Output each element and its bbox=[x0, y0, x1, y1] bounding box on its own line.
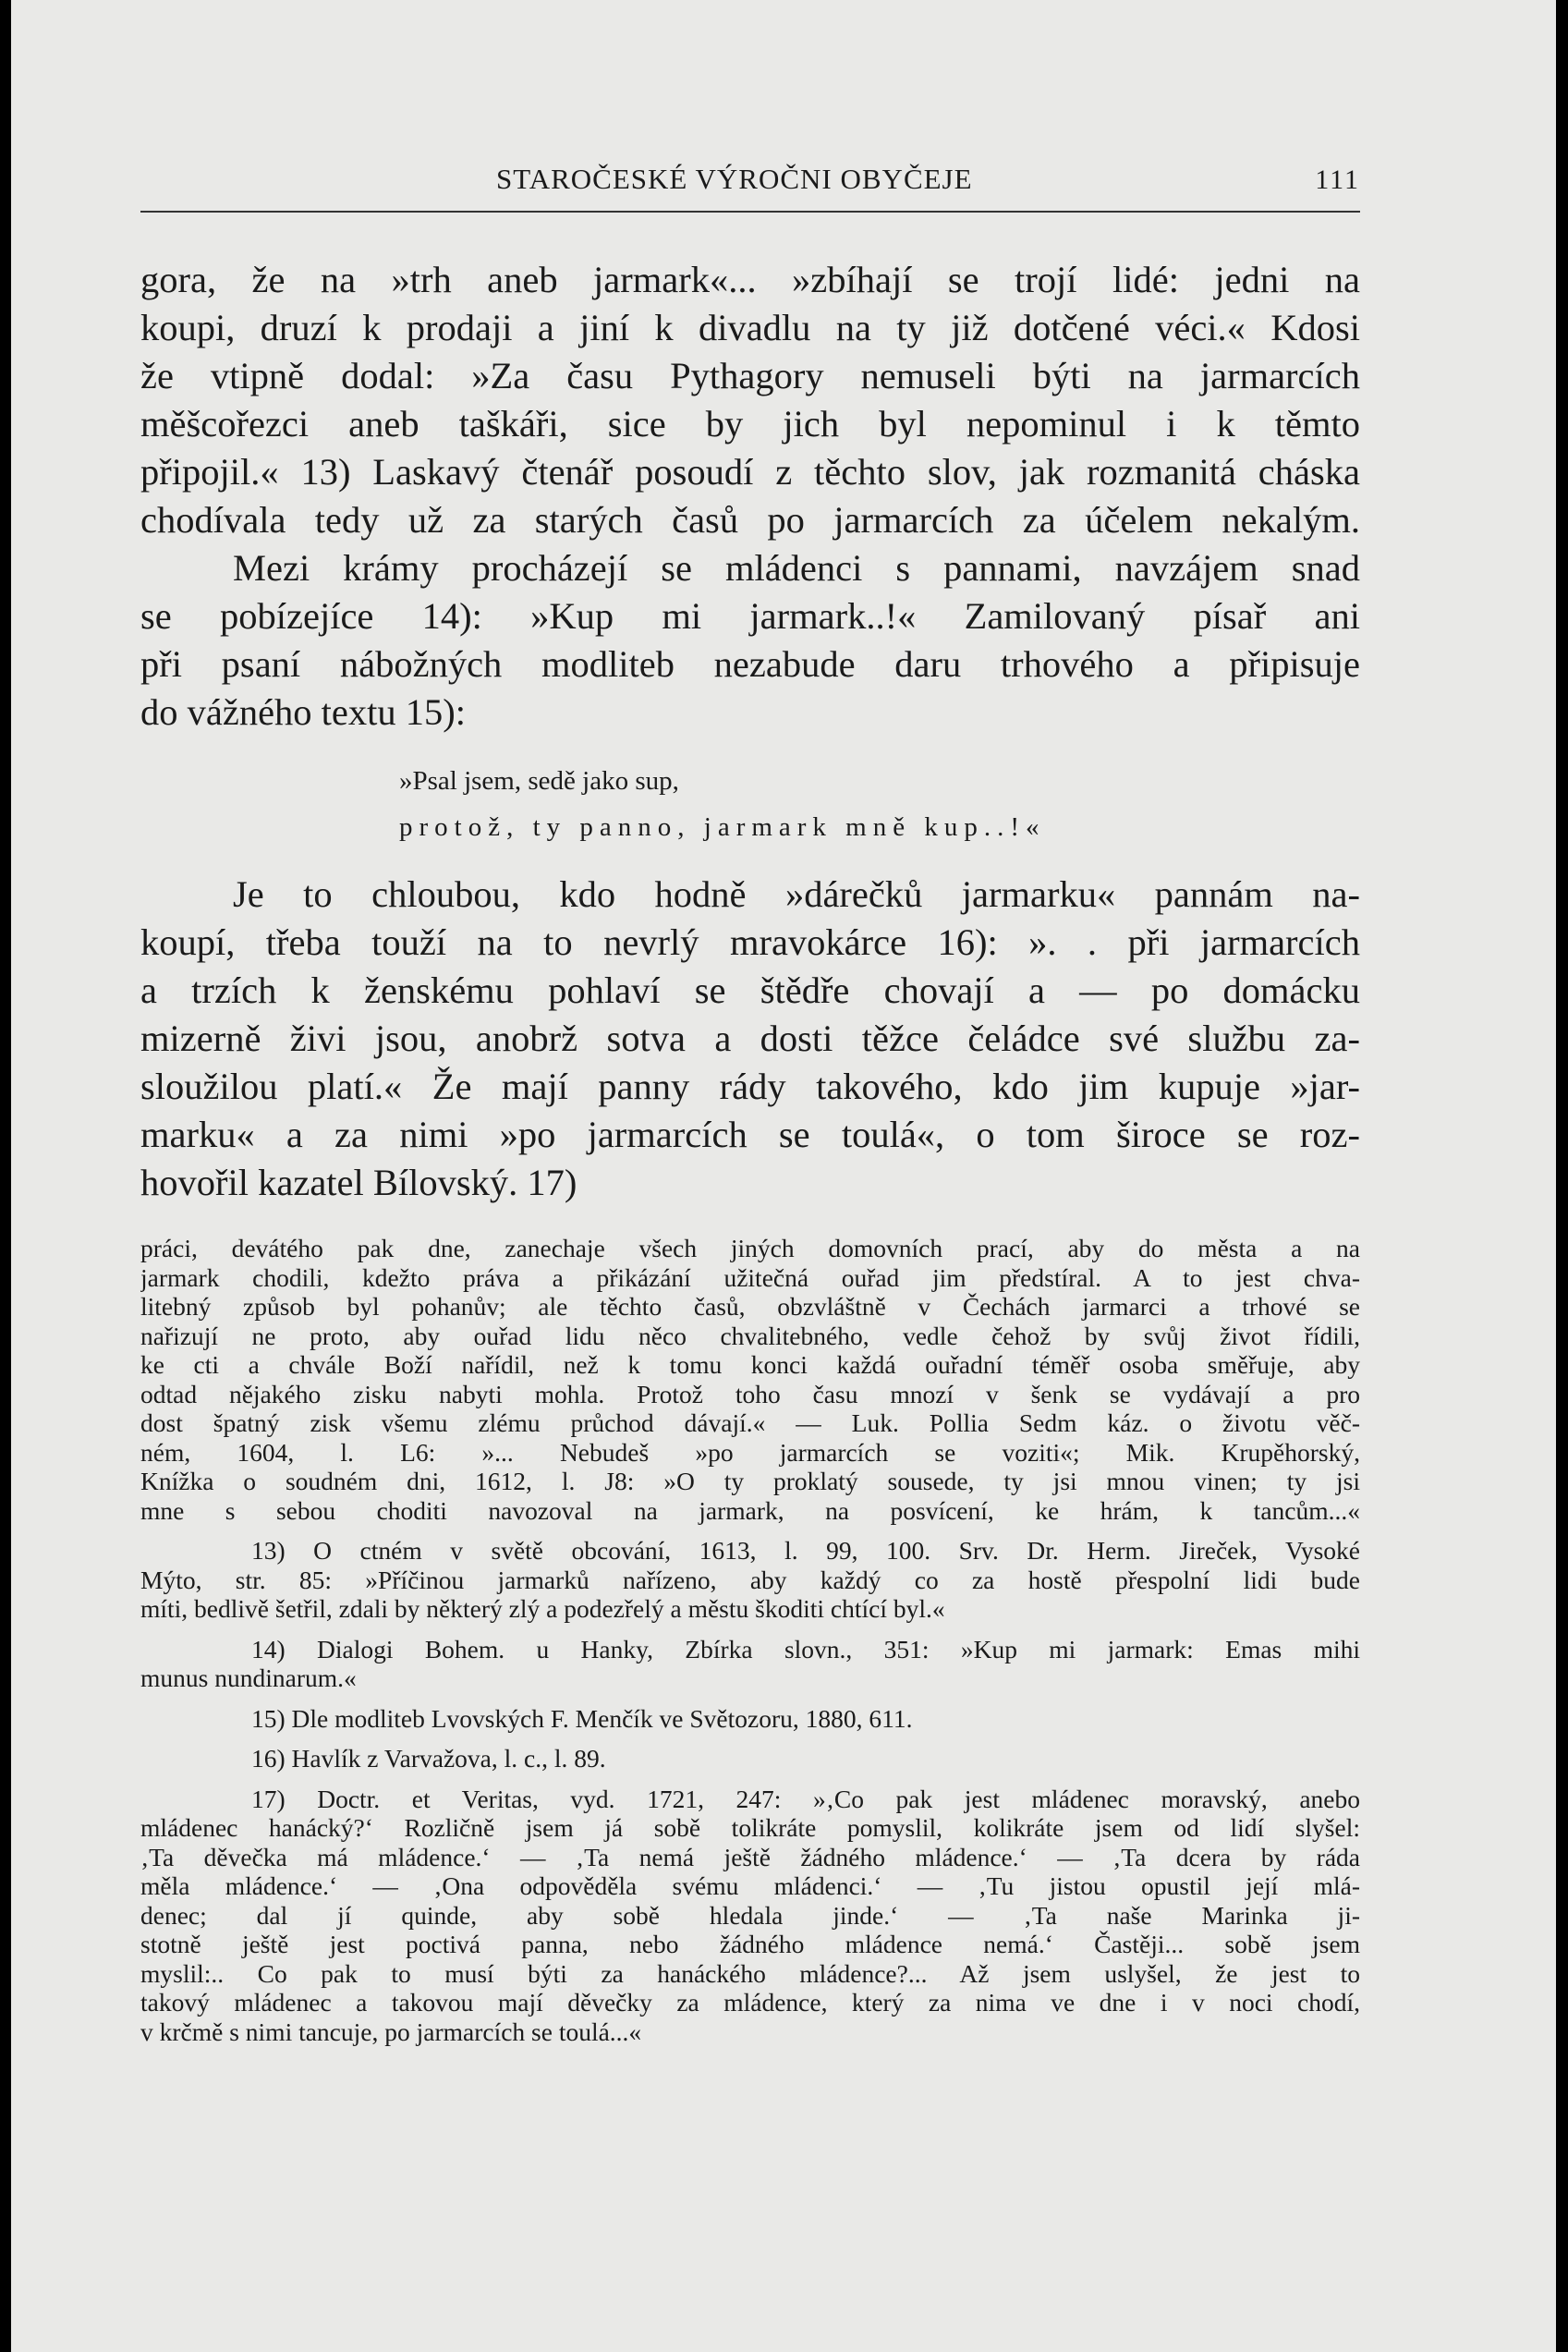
footnote-line: nařizují ne proto, aby ouřad lidu něco chvalitebného, vedle čehož by svůj život řídili, bbox=[140, 1321, 1360, 1350]
verse-line: »Psal jsem, sedě jako sup, bbox=[399, 766, 679, 796]
footnote-line: v krčmě s nimi tancuje, po jarmarcích se toulá...« bbox=[140, 2017, 642, 2046]
footnote-14: 14) Dialogi Bohem. u Hanky, Zbírka slovn., 351: »Kup mi jarmark: Emas mihi bbox=[251, 1634, 1360, 1663]
verse-quote bbox=[399, 758, 1175, 850]
footnote-17: 17) Doctr. et Veritas, vyd. 1721, 247: »‚Co pak jest mládenec moravský, anebo bbox=[251, 1784, 1360, 1813]
footnote-line: munus nundinarum.« bbox=[140, 1663, 357, 1692]
running-title: STAROČESKÉ VÝROČNI OBYČEJE bbox=[496, 163, 973, 195]
book-page bbox=[11, 0, 1556, 2352]
footnote-16: 16) Havlík z Varvažova, l. c., l. 89. bbox=[251, 1744, 606, 1773]
text-line: do vážného textu 15): bbox=[140, 691, 467, 733]
footnote-line: takový mládenec a takovou mají děvečky za mládence, který za nima ve dne i v noci chodí, bbox=[140, 1988, 1360, 2017]
text-line: hovořil kazatel Bílovský. 17) bbox=[140, 1162, 577, 1203]
footnote-line: mne s sebou choditi navozoval na jarmark, na posvícení, ke hrám, k tancům...« bbox=[140, 1495, 1360, 1525]
text-line: koupí, třeba touží na to nevrlý mravokárce 16): ». . při jarmarcích bbox=[140, 921, 1360, 963]
footnote-line: mládenec hanácký?‘ Rozličně jsem já sobě tolikráte pomyslil, kolikráte jsem od lidí slyšel: bbox=[140, 1813, 1360, 1842]
footnote-line: myslil:.. Co pak to musí býti za hanáckého mládence?... Až jsem uslyšel, že jest to bbox=[140, 1958, 1360, 1988]
footnote-line: měla mládence.‘ — ‚Ona odpověděla svému mládenci.‘ — ‚Tu jistou opustil její mlá- bbox=[140, 1871, 1360, 1900]
footnote-line: jarmark chodili, kdežto práva a přikázání užitečná ouřad jim předstíral. A to jest chva- bbox=[140, 1262, 1360, 1292]
footnote-line: ke cti a chvále Boží nařídil, než k tomu konci každá ouřadní téměř osoba směřuje, aby bbox=[140, 1350, 1360, 1379]
page-number: 111 bbox=[1315, 165, 1360, 195]
text-line: připojil.« 13) Laskavý čtenář posoudí z těchto slov, jak rozmanitá cháska bbox=[140, 451, 1360, 493]
footnote-line: litebný způsob byl pohanův; ale těchto časů, obzvláštně v Čechách jarmarci a trhové se bbox=[140, 1292, 1360, 1321]
text-line: při psaní nábožných modliteb nezabude daru trhového a připisuje bbox=[140, 643, 1360, 685]
footnote-line: Knížka o soudném dni, 1612, l. J8: »O ty proklatý sousede, ty jsi mnou vinen; ty jsi bbox=[140, 1467, 1360, 1495]
text-line: se pobízejíce 14): »Kup mi jarmark..!« Zamilovaný písař ani bbox=[140, 595, 1360, 637]
text-line: sloužilou platí.« Že mají panny rády takového, kdo jim kupuje »jar- bbox=[140, 1066, 1360, 1107]
paragraph-2 bbox=[140, 871, 1360, 1207]
text-line: Mezi krámy procházejí se mládenci s pannami, navzájem snad bbox=[233, 547, 1360, 589]
text-line: a trzích k ženskému pohlaví se štědře chovají a — po domácku bbox=[140, 969, 1360, 1011]
verse-line: protož, ty panno, jarmark mně kup..!« bbox=[399, 812, 1046, 842]
text-line: že vtipně dodal: »Za času Pythagory nemuseli býti na jarmarcích bbox=[140, 355, 1360, 396]
text-line: gora, že na »trh aneb jarmark«... »zbíhají se trojí lidé: jedni na bbox=[140, 259, 1360, 300]
footnote-15: 15) Dle modliteb Lvovských F. Menčík ve Světozoru, 1880, 611. bbox=[251, 1703, 913, 1733]
footnote-line: stotně ještě jest poctivá panna, nebo žádného mládence nemá.‘ Častěji... sobě jsem bbox=[140, 1930, 1360, 1958]
footnotes bbox=[140, 1234, 1360, 2046]
footnote-line: práci, devátého pak dne, zanechaje všech jiných domovních prací, aby do města a na bbox=[140, 1234, 1360, 1262]
footnote-line: denec; dal jí quinde, aby sobě hledala jinde.‘ — ‚Ta naše Marinka ji- bbox=[140, 1900, 1360, 1930]
text-line: koupi, druzí k prodaji a jiní k divadlu na ty již dotčené véci.« Kdosi bbox=[140, 307, 1360, 348]
text-line: chodívala tedy už za starých časů po jarmarcích za účelem nekalým. bbox=[140, 499, 1360, 541]
footnote-line: odtad nějakého zisku nabyti mohla. Protož toho času mnozí v šenk se vydávají a pro bbox=[140, 1379, 1360, 1408]
text-line: Je to chloubou, kdo hodně »dárečků jarmarku« pannám na- bbox=[233, 873, 1360, 915]
footnote-line: ném, 1604, l. L6: »... Nebudeš »po jarmarcích se voziti«; Mik. Krupěhorský, bbox=[140, 1437, 1360, 1467]
text-line: mizerně živi jsou, anobrž sotva a dosti těžce čeládce své službu za- bbox=[140, 1018, 1360, 1059]
footnote-line: dost špatný zisk všemu zlému průchod dávají.« — Luk. Pollia Sedm káz. o životu věč- bbox=[140, 1408, 1360, 1437]
footnote-line: ‚Ta děvečka má mládence.‘ — ‚Ta nemá ještě žádného mládence.‘ — ‚Ta dcera by ráda bbox=[140, 1842, 1360, 1871]
footnote-line: míti, bedlivě šetřil, zdali by některý zlý a podezřelý a městu škoditi chtící byl.« bbox=[140, 1594, 945, 1623]
paragraph-1 bbox=[140, 256, 1360, 737]
running-header bbox=[140, 155, 1360, 213]
footnote-13: 13) O ctném v světě obcování, 1613, l. 99, 100. Srv. Dr. Herm. Jireček, Vysoké bbox=[251, 1536, 1360, 1565]
text-line: marku« a za nimi »po jarmarcích se toulá«, o tom široce se roz- bbox=[140, 1114, 1360, 1155]
text-line: měšcořezci aneb taškáři, sice by jich byl nepominul i k těmto bbox=[140, 403, 1360, 445]
footnote-line: Mýto, str. 85: »Příčinou jarmarků nařízeno, aby každý co za hostě přespolní lidi bude bbox=[140, 1565, 1360, 1594]
